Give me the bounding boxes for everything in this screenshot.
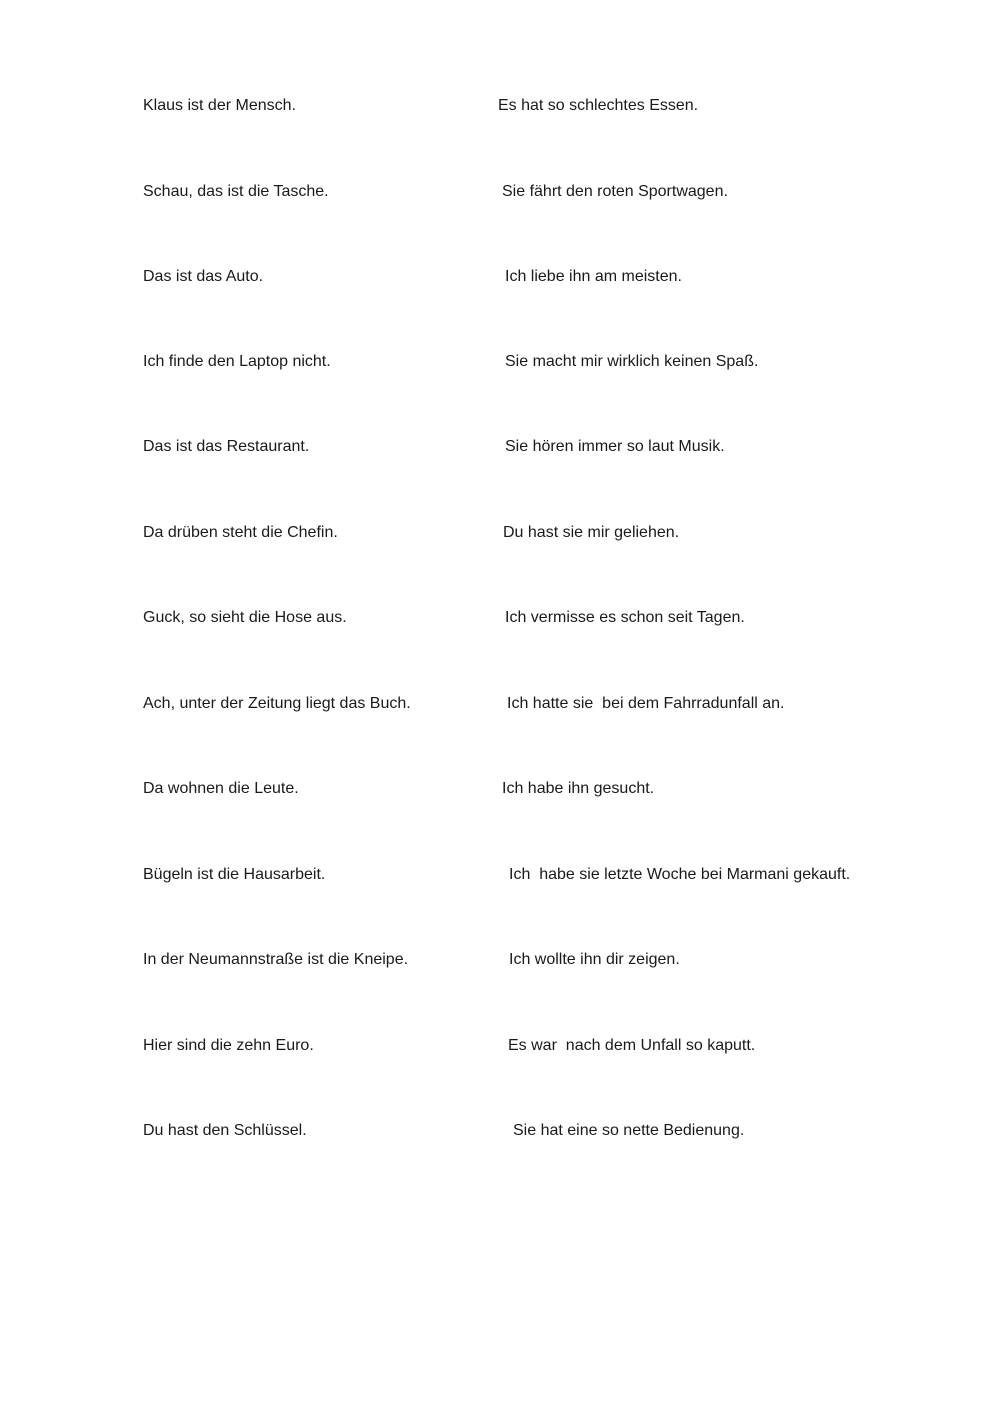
main-clause: Bügeln ist die Hausarbeit. xyxy=(143,866,326,883)
relative-clause: Es hat so schlechtes Essen. xyxy=(498,97,699,114)
relative-clause: Ich hatte sie bei dem Fahrradunfall an. xyxy=(507,695,785,712)
relative-clause: Ich wollte ihn dir zeigen. xyxy=(509,951,680,968)
main-clause: Da wohnen die Leute. xyxy=(143,780,299,797)
main-clause: Guck, so sieht die Hose aus. xyxy=(143,609,347,626)
sentence-row xyxy=(0,777,1000,801)
sentence-row xyxy=(0,350,1000,374)
relative-clause: Ich habe ihn gesucht. xyxy=(502,780,655,797)
sentence-row xyxy=(0,948,1000,972)
sentence-row xyxy=(0,265,1000,289)
sentence-row xyxy=(0,94,1000,118)
sentence-row xyxy=(0,606,1000,630)
main-clause: Da drüben steht die Chefin. xyxy=(143,524,338,541)
main-clause: Ich finde den Laptop nicht. xyxy=(143,353,331,370)
main-clause: Klaus ist der Mensch. xyxy=(143,97,296,114)
relative-clause: Sie macht mir wirklich keinen Spaß. xyxy=(505,353,759,370)
main-clause: Hier sind die zehn Euro. xyxy=(143,1037,314,1054)
sentence-row xyxy=(0,180,1000,204)
main-clause: Schau, das ist die Tasche. xyxy=(143,183,329,200)
main-clause: In der Neumannstraße ist die Kneipe. xyxy=(143,951,409,968)
main-clause: Du hast den Schlüssel. xyxy=(143,1122,307,1139)
relative-clause: Sie fährt den roten Sportwagen. xyxy=(502,183,728,200)
main-clause: Ach, unter der Zeitung liegt das Buch. xyxy=(143,695,411,712)
sentence-row xyxy=(0,521,1000,545)
relative-clause: Sie hat eine so nette Bedienung. xyxy=(513,1122,745,1139)
sentence-row xyxy=(0,1034,1000,1058)
relative-clause: Ich habe sie letzte Woche bei Marmani gekauft. xyxy=(509,866,851,883)
relative-clause: Ich liebe ihn am meisten. xyxy=(505,268,682,285)
sentence-row xyxy=(0,1119,1000,1143)
relative-clause: Es war nach dem Unfall so kaputt. xyxy=(508,1037,756,1054)
main-clause: Das ist das Auto. xyxy=(143,268,264,285)
main-clause: Das ist das Restaurant. xyxy=(143,438,310,455)
relative-clause: Du hast sie mir geliehen. xyxy=(503,524,680,541)
sentence-row xyxy=(0,435,1000,459)
relative-clause: Ich vermisse es schon seit Tagen. xyxy=(505,609,745,626)
sentence-row xyxy=(0,863,1000,887)
relative-clause: Sie hören immer so laut Musik. xyxy=(505,438,725,455)
sentence-row xyxy=(0,692,1000,716)
